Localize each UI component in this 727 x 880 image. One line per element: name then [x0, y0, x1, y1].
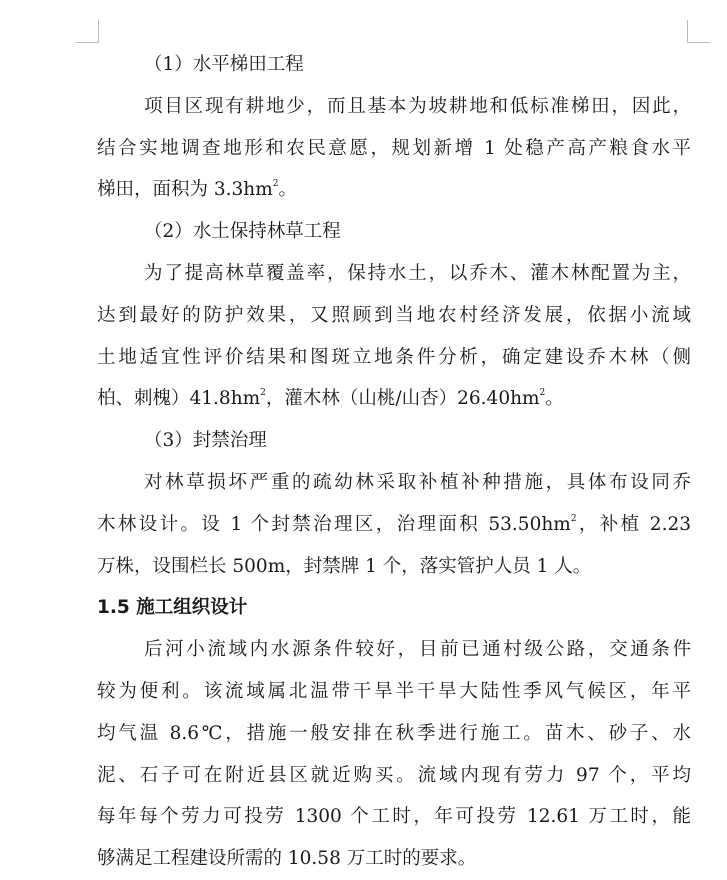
paragraph-line: 后河小流域内水源条件较好，目前已通村级公路，交通条件 — [144, 639, 691, 661]
paragraph-line: 较为便利。该流域属北温带干旱半干旱大陆性季风气候区，年平 — [97, 680, 691, 702]
paragraph-line: 均气温 8.6℃，措施一般安排在秋季进行施工。苗木、砂子、水 — [97, 722, 691, 744]
paragraph-line: 达到最好的防护效果，又照顾到当地农村经济发展，依据小流域 — [97, 304, 691, 326]
paragraph-line: 对林草损坏严重的疏幼林采取补植补种措施，具体布设同乔 — [144, 471, 691, 493]
document-page — [97, 44, 691, 880]
subheading-forest-grass: （2）水土保持林草工程 — [144, 221, 341, 243]
paragraph-line: 为了提高林草覆盖率，保持水土，以乔木、灌木林配置为主， — [144, 262, 691, 284]
paragraph-line: 木林设计。设 1 个封禁治理区，治理面积 $53.50hm^2$，补植 2.23 — [97, 513, 691, 535]
paragraph-line: 万株，设围栏长 500m，封禁牌 1 个，落实管护人员 1 人。 — [97, 555, 592, 577]
paragraph-line: 每年每个劳力可投劳 1300 个工时，年可投劳 12.61 万工时，能 — [97, 806, 691, 828]
section-heading-construction-organization: 1.5 施工组织设计 — [97, 597, 248, 619]
paragraph-line: 泥、石子可在附近县区就近购买。流域内现有劳力 97 个，平均 — [97, 764, 691, 786]
paragraph-line: 土地适宜性评价结果和图斑立地条件分析，确定建设乔木林（侧 — [97, 346, 691, 368]
paragraph-line: 柏、刺槐）$41.8hm^2$，灌木林（山桃/山杏）$26.40hm^2$。 — [97, 388, 564, 410]
subheading-closure-management: （3）封禁治理 — [144, 430, 267, 452]
page-corner-mark-top-right — [687, 20, 710, 43]
paragraph-line: 项目区现有耕地少，而且基本为坡耕地和低标准梯田，因此， — [144, 95, 691, 117]
paragraph-line: 梯田，面积为 $3.3hm^2$。 — [97, 179, 298, 201]
paragraph-line: 结合实地调查地形和农民意愿，规划新增 1 处稳产高产粮食水平 — [97, 137, 691, 159]
paragraph-line: 够满足工程建设所需的 10.58 万工时的要求。 — [97, 848, 477, 870]
page-corner-mark-top-left — [76, 20, 99, 43]
subheading-terraced-fields: （1）水平梯田工程 — [144, 54, 304, 75]
